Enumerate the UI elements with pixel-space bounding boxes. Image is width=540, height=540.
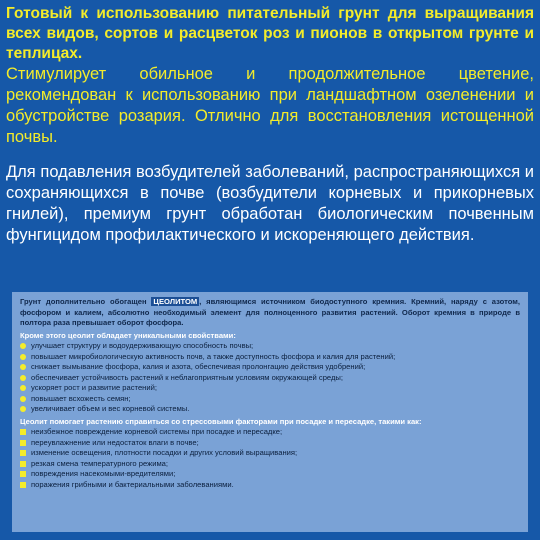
list-item-text: снижает вымывание фосфора, калия и азота, обеспечивая пролонгацию действия удобрений; [31,362,366,371]
bullet-square-icon [20,450,26,456]
intro-bold-paragraph: Готовый к использованию питательный грунт для выращивания всех видов, сортов и расцветок роз и пионов в открытом грунте и теплицах. [6,5,534,62]
list-item [20,352,520,363]
list-item [20,394,520,405]
list-item-text: увеличивает объем и вес корневой системы. [31,404,190,413]
properties-list [20,341,520,415]
list-item-text: обеспечивает устойчивость растений к неблагоприятным условиям окружающей среды; [31,372,343,382]
bullet-dot-icon [20,343,26,349]
list-item-text: переувлажнение или недостаток влаги в почве; [31,437,199,447]
list-item [20,438,520,449]
bullet-dot-icon [20,375,26,381]
list-item-text: улучшает структуру и водоудерживающую способность почвы; [31,341,254,350]
list-item-text: резкая смена температурного режима; [31,458,169,468]
list-item [20,427,520,438]
list-item [20,459,520,470]
bullet-square-icon [20,482,26,488]
list-item-text: ускоряет рост и развитие растений; [31,383,157,392]
list-item-text: неизбежное повреждение корневой системы при посадке и пересадке; [31,427,283,436]
description-block [6,4,534,246]
bullet-square-icon [20,429,26,435]
stress-factors-list [20,427,520,490]
bullet-dot-icon [20,396,26,402]
bullet-square-icon [20,440,26,446]
bullet-square-icon [20,471,26,477]
intro-paragraph: Стимулирует обильное и продолжительное цветение, рекомендован к использованию при ландшафтном озеленении и обустройстве розария. Отлично для восстановления истощенной почвы. [6,65,534,146]
bullet-dot-icon [20,406,26,412]
list-item [20,448,520,459]
stress-factors-title: Цеолит помогает растению справиться со стрессовыми факторами при посадке и пересадке, такими как: [20,416,422,426]
bullet-square-icon [20,461,26,467]
list-item-text: повышает микробиологическую активность почв, а также доступность фосфора и калия для растений; [31,351,396,361]
list-item [20,341,520,352]
bullet-dot-icon [20,354,26,360]
zeolite-intro-prefix: Грунт дополнительно обогащен [20,297,152,306]
properties-title: Кроме этого цеолит обладает уникальными свойствами: [20,330,236,340]
list-item-text: повышает всхожесть семян; [31,393,131,403]
zeolite-intro-suffix: , являющимся источником биодоступного кремния. Кремний, наряду с азотом, фосфором и калием, абсолютно необходимый элемент для полноценного развития растений. Оборот кремния в природе в полтора раза превышает оборот фосфора. [20,297,520,327]
list-item-text: повреждения насекомыми-вредителями; [31,469,176,478]
zeolite-highlight: ЦЕОЛИТОМ [153,297,198,306]
list-item [20,383,520,394]
list-item [20,373,520,384]
bullet-dot-icon [20,364,26,370]
zeolite-intro [20,297,520,329]
fungicide-paragraph: Для подавления возбудителей заболеваний, распространяющихся и сохраняющихся в почве (возбудители корневых и прикорневых гнилей), премиум грунт обработан биологическим почвенным фунгицидом профилактического и искореняющего действия. [6,163,534,244]
list-item-text: поражения грибными и бактериальными заболеваниями. [31,479,234,489]
list-item [20,480,520,491]
list-item-text: изменение освещения, плотности посадки и других условий выращивания; [31,448,298,457]
zeolite-info-box [12,292,528,532]
list-item [20,469,520,480]
list-item [20,404,520,415]
bullet-dot-icon [20,385,26,391]
list-item [20,362,520,373]
